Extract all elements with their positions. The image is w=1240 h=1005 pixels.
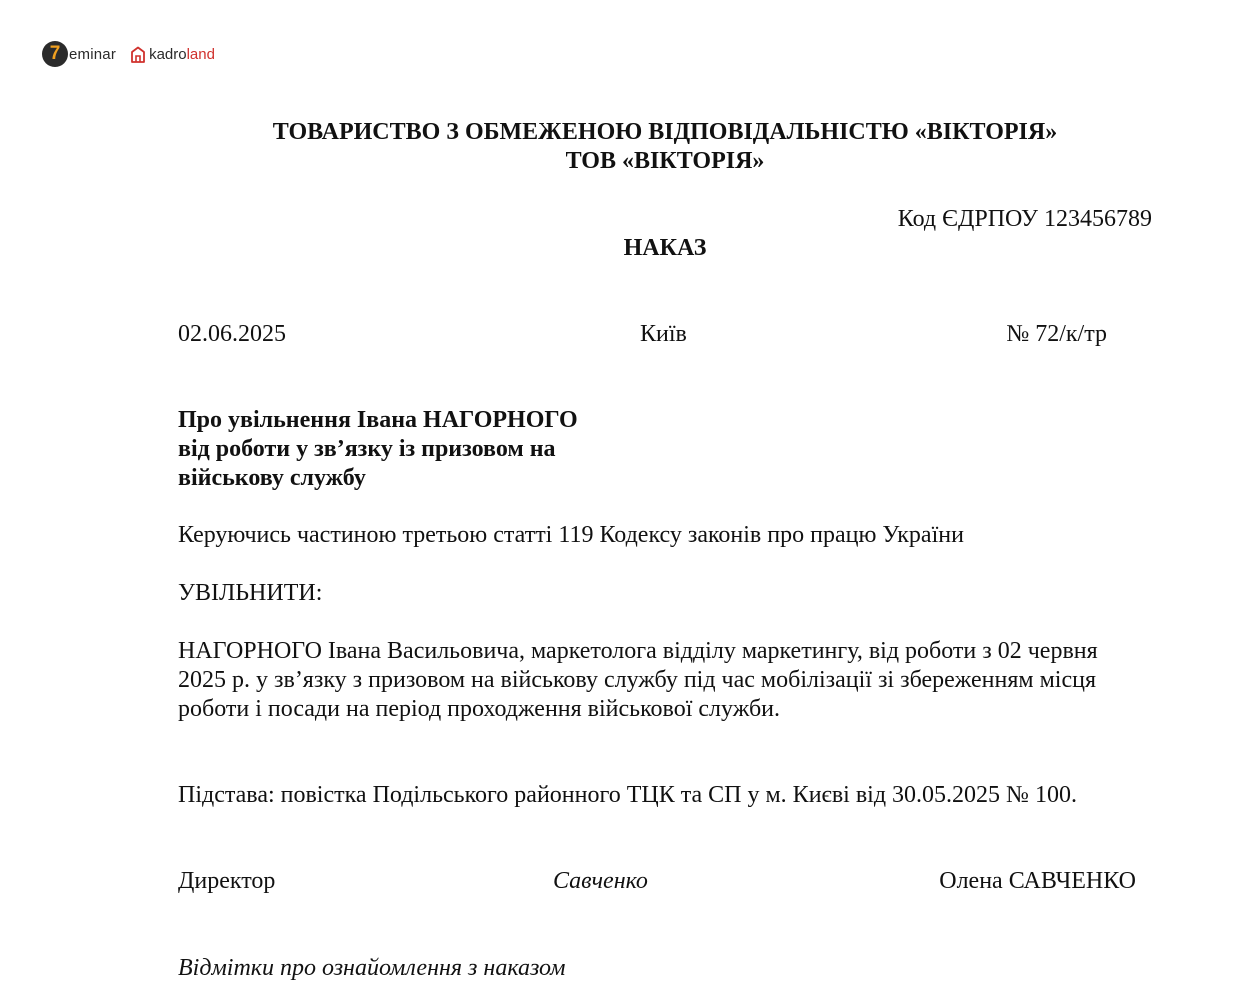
company-short-name: ТОВ «ВІКТОРІЯ» <box>565 148 765 174</box>
legal-basis: Керуючись частиною третьою статті 119 Кодексу законів про працю України <box>178 522 964 548</box>
seminar-logo-text: eminar <box>69 45 117 63</box>
kadroland-house-icon <box>130 46 146 63</box>
grounds: Підстава: повістка Подільського районного ТЦК та СП у м. Києві від 30.05.2025 № 100. <box>178 782 1077 808</box>
signer-full-name: Олена САВЧЕНКО <box>939 868 1136 894</box>
order-subject-line-2: від роботи у зв’язку із призовом на <box>178 436 556 462</box>
edrpou-code: Код ЄДРПОУ 123456789 <box>897 206 1152 232</box>
order-city: Київ <box>640 321 687 347</box>
directive: УВІЛЬНИТИ: <box>178 580 323 606</box>
order-body-line-1: НАГОРНОГО Івана Васильовича, маркетолога відділу маркетингу, від роботи з 02 червня <box>178 638 1098 664</box>
header-logos <box>42 40 215 68</box>
order-subject-line-3: військову службу <box>178 465 366 491</box>
kadroland-logo <box>130 46 215 63</box>
acknowledgement-label: Відмітки про ознайомлення з наказом <box>178 955 566 981</box>
order-date: 02.06.2025 <box>178 321 286 347</box>
order-subject-line-1: Про увільнення Івана НАГОРНОГО <box>178 407 578 433</box>
company-full-name: ТОВАРИСТВО З ОБМЕЖЕНОЮ ВІДПОВІДАЛЬНІСТЮ «ВІКТОРІЯ» <box>272 119 1058 145</box>
document-title: НАКАЗ <box>623 235 707 261</box>
handwritten-signature: Савченко <box>553 868 648 894</box>
seminar-logo-icon: 7 <box>42 41 68 67</box>
order-body-line-2: 2025 р. у зв’язку з призовом на військову службу під час мобілізації зі збереженням місця <box>178 667 1096 693</box>
order-number: № 72/к/тр <box>1006 321 1107 347</box>
order-body-line-3: роботи і посади на період проходження військової служби. <box>178 696 781 722</box>
kadroland-logo-text: kadroland <box>149 45 215 63</box>
signer-position: Директор <box>178 868 276 894</box>
